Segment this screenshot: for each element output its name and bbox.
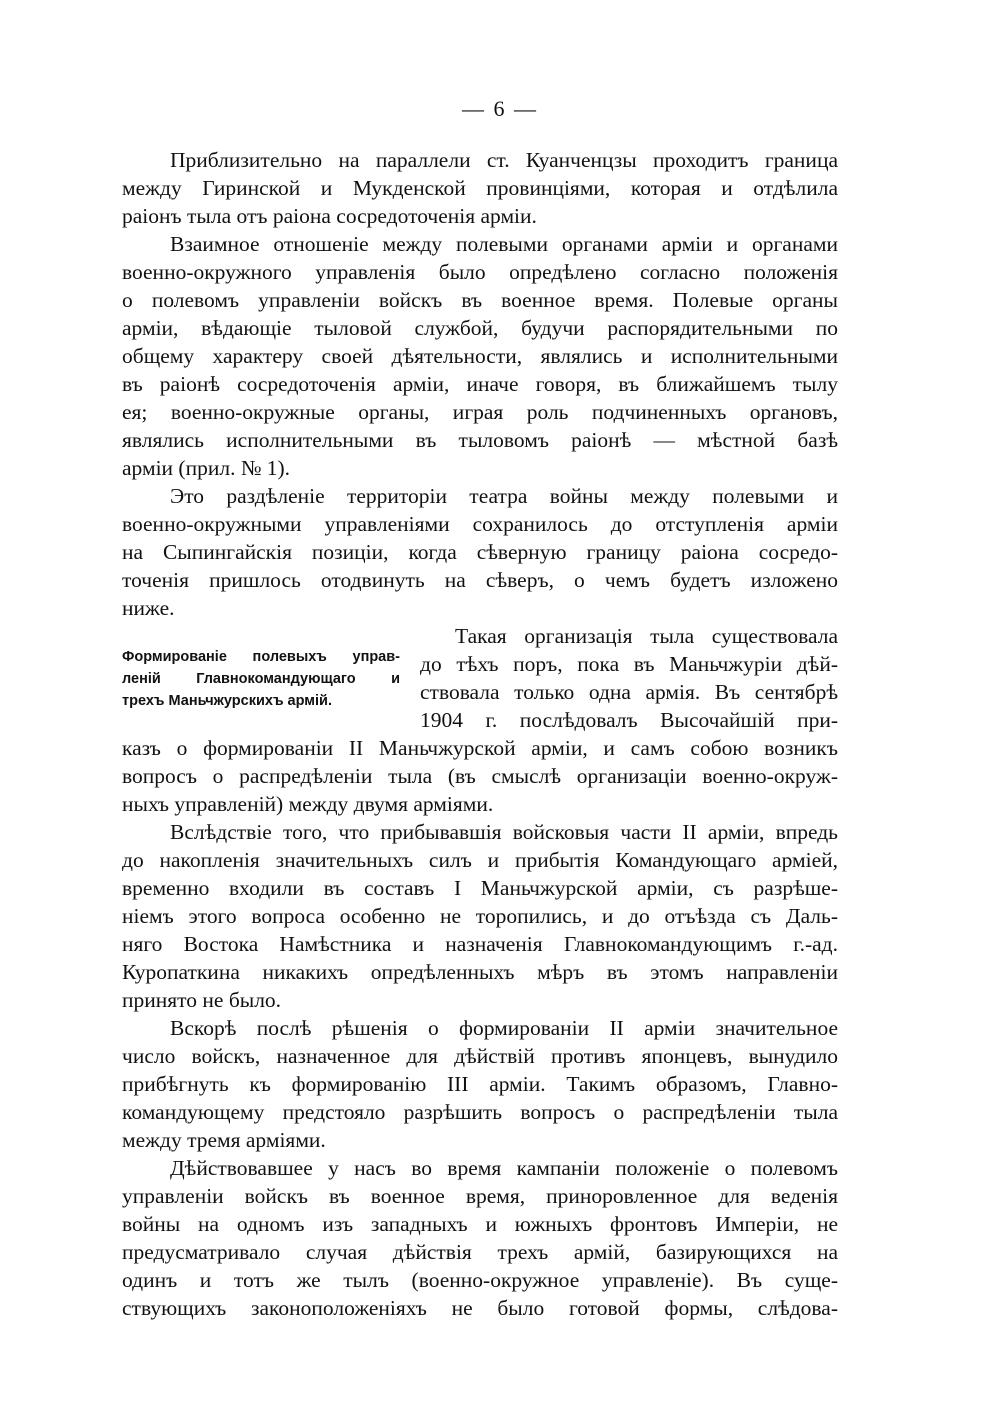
sidenote-line: леній Главнокомандующаго и — [122, 671, 400, 687]
text-line: Вскорѣ послѣ рѣшенія о формированіи II арміи значительное — [170, 1016, 838, 1040]
text-line: ея; военно-окружные органы, играя роль подчиненныхъ органовъ, — [122, 400, 838, 424]
text-line: войны на одномъ изъ западныхъ и южныхъ фронтовъ Имперіи, не — [122, 1212, 838, 1236]
text-line: Приблизительно на параллели ст. Куанченцзы проходитъ граница — [170, 148, 838, 172]
text-line: военно-окружными управленіями сохранилось до отступленія арміи — [122, 512, 838, 536]
text-line: няго Востока Намѣстника и назначенія Главнокомандующимъ г.-ад. — [122, 932, 838, 956]
text-line: до тѣхъ поръ, пока въ Маньчжуріи дѣй- — [420, 652, 838, 676]
text-line: ствовала только одна армія. Въ сентябрѣ — [420, 680, 838, 704]
text-line: ствующихъ законоположеніяхъ не было готовой формы, слѣдова- — [122, 1296, 838, 1320]
text-line: Дѣйствовавшее у насъ во время кампаніи положеніе о полевомъ — [170, 1156, 838, 1180]
text-line: прибѣгнуть къ формированію III арміи. Такимъ образомъ, Главно- — [122, 1072, 838, 1096]
text-line: между тремя арміями. — [122, 1128, 326, 1152]
page-number: — 6 — — [462, 96, 538, 121]
text-line: предусматривало случая дѣйствія трехъ армій, базирующихся на — [122, 1240, 838, 1264]
text-line: между Гиринской и Мукденской провинціями, которая и отдѣлила — [122, 176, 838, 200]
text-line: въ раіонѣ сосредоточенія арміи, иначе говоря, въ ближайшемъ тылу — [122, 372, 838, 396]
text-line: ніемъ этого вопроса особенно не торопились, и до отъѣзда съ Даль- — [122, 904, 838, 928]
text-line: временно входили въ составъ I Маньчжурской арміи, съ разрѣше- — [122, 876, 838, 900]
text-line: до накопленія значительныхъ силъ и прибытія Командующаго арміей, — [122, 848, 838, 872]
text-line: вопросъ о распредѣленіи тыла (въ смыслѣ организаціи военно-окруж- — [122, 764, 838, 788]
text-line: командующему предстояло разрѣшить вопросъ о распредѣленіи тыла — [122, 1100, 838, 1124]
sidenote-line: Формированіе полевыхъ управ- — [122, 649, 400, 665]
text-line: 1904 г. послѣдовалъ Высочайшій при- — [420, 708, 838, 732]
text-line: Вслѣдствіе того, что прибывавшія войсковыя части II арміи, впредь — [170, 820, 838, 844]
text-line: ниже. — [122, 596, 175, 620]
text-line: о полевомъ управленіи войскъ въ военное время. Полевые органы — [122, 288, 838, 312]
text-line: Такая организація тыла существовала — [455, 624, 838, 648]
text-line: общему характеру своей дѣятельности, являлись и исполнительными — [122, 344, 838, 368]
text-line: раіонъ тыла отъ раіона сосредоточенія арміи. — [122, 204, 537, 228]
text-line: число войскъ, назначенное для дѣйствій противъ японцевъ, вынудило — [122, 1044, 838, 1068]
text-line: казъ о формированіи II Маньчжурской арміи, и самъ собою возникъ — [122, 736, 838, 760]
text-line: являлись исполнительными въ тыловомъ раіонѣ — мѣстной базѣ — [122, 428, 838, 452]
text-line: ныхъ управленій) между двумя арміями. — [122, 792, 494, 816]
text-line: управленіи войскъ въ военное время, приноровленное для веденія — [122, 1184, 838, 1208]
text-line: Это раздѣленіе территоріи театра войны между полевыми и — [170, 484, 838, 508]
text-line: арміи (прил. № 1). — [122, 456, 291, 480]
text-line: точенія пришлось отодвинуть на сѣверъ, о чемъ будетъ изложено — [122, 568, 838, 592]
text-line: арміи, вѣдающіе тыловой службой, будучи распорядительными по — [122, 316, 838, 340]
text-line: Взаимное отношеніе между полевыми органами арміи и органами — [170, 232, 838, 256]
text-line: Куропаткина никакихъ опредѣленныхъ мѣръ въ этомъ направленіи — [122, 960, 838, 984]
text-line: на Сыпингайскія позиціи, когда сѣверную границу раіона сосредо- — [122, 540, 838, 564]
text-line: одинъ и тотъ же тылъ (военно-окружное управленіе). Въ суще- — [122, 1268, 838, 1292]
text-line: принято не было. — [122, 988, 282, 1012]
text-line: военно-окружного управленія было опредѣлено согласно положенія — [122, 260, 838, 284]
sidenote-line: трехъ Маньчжурскихъ армій. — [122, 693, 332, 709]
